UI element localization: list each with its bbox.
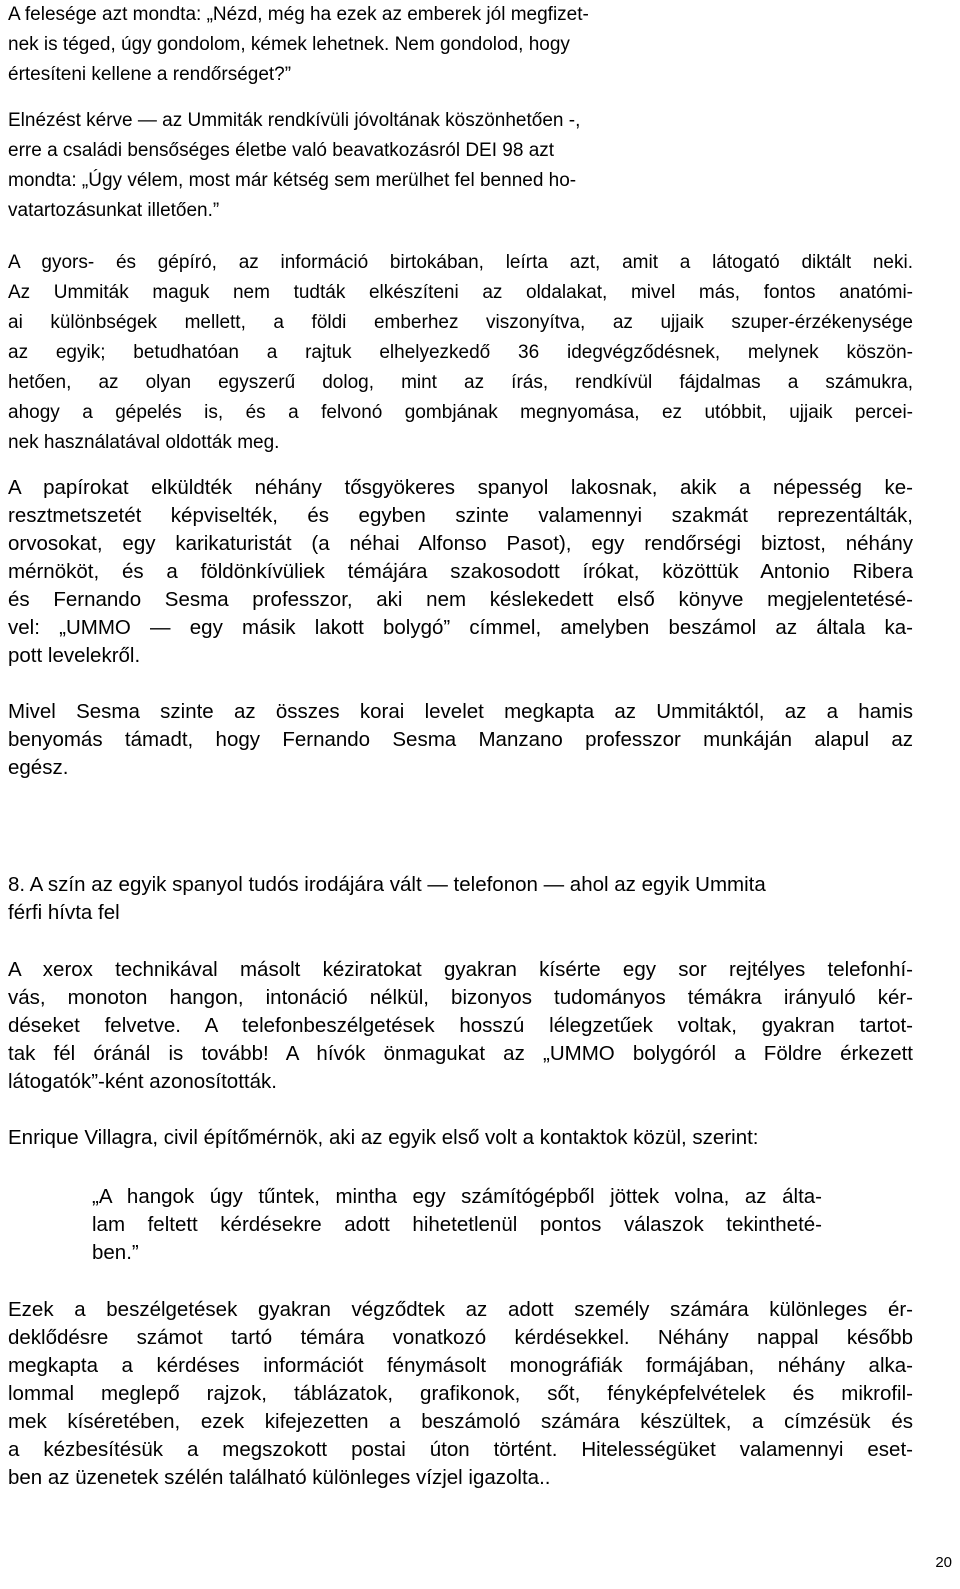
text-line: értesíteni kellene a rendőrséget?”: [8, 64, 292, 85]
text-line: erre a családi bensőséges életbe való beavatkozásról DEI 98 azt: [8, 140, 555, 161]
text-line: nek is téged, úgy gondolom, kémek lehetnek. Nem gondolod, hogy: [8, 34, 570, 55]
text-line: Mivel Sesma szinte az összes korai levelet megkapta az Ummitáktól, az a hamis: [8, 700, 913, 723]
text-line: benyomás támadt, hogy Fernando Sesma Manzano professzor munkáján alapul az: [8, 728, 913, 751]
text-line: ai különbségek mellett, a földi emberhez viszonyítva, az ujjaik szuper-érzékenysége: [8, 312, 913, 333]
text-line: egész.: [8, 756, 69, 779]
paragraph-dei-98: [8, 106, 913, 226]
paragraph-xerox-calls: [8, 956, 913, 1096]
text-line: mérnököt, és a földönkívüliek témájára szakosodott írókat, közöttük Antonio Ribera: [8, 560, 913, 583]
text-line: és Fernando Sesma professzor, aki nem késlekedett első könyve megjelentetésé-: [8, 588, 913, 611]
text-line: déseket felvetve. A telefonbeszélgetések hosszú lélegzetűek voltak, gyakran tartot-: [8, 1014, 913, 1037]
text-line: „A hangok úgy tűntek, mintha egy számítógépből jöttek volna, az álta-: [92, 1185, 822, 1208]
text-line: vel: „UMMO — egy másik lakott bolygó” címmel, amelyben beszámol az általa ka-: [8, 616, 913, 639]
text-line: hetően, az olyan egyszerű dolog, mint az írás, rendkívül fájdalmas a számukra,: [8, 372, 913, 393]
text-line: nek használatával oldották meg.: [8, 432, 280, 453]
text-line: A felesége azt mondta: „Nézd, még ha ezek az emberek jól megfizet-: [8, 4, 589, 25]
text-line: a kézbesítésük a megszokott postai úton történt. Hitelességüket valamennyi eset-: [8, 1438, 913, 1461]
text-line: az egyik; betudhatóan a rajtuk elhelyezkedő 36 idegvégződésnek, melynek köszön-: [8, 342, 913, 363]
paragraph-typist: [8, 248, 913, 458]
text-line: tak fél óránál is tovább! A hívók önmagukat az „UMMO bolygóról a Földre érkezett: [8, 1042, 913, 1065]
text-line: lam feltett kérdésekre adott hihetetlenül pontos válaszok tekintheté-: [92, 1213, 822, 1236]
text-line: mek kíséretében, ezek kifejezetten a beszámoló számára készültek, a címzésük és: [8, 1410, 913, 1433]
text-line: látogatók”-ként azonosították.: [8, 1070, 277, 1093]
text-line: lommal meglepő rajzok, táblázatok, grafikonok, sőt, fényképfelvételek és mikrofil-: [8, 1382, 913, 1405]
text-line: A gyors- és gépíró, az információ birtokában, leírta azt, amit a látogató diktált neki.: [8, 252, 913, 273]
blockquote-villagra: [92, 1183, 822, 1267]
text-line: megkapta a kérdéses információt fénymásolt monográfiák formájában, néhány alka-: [8, 1354, 913, 1377]
text-line: orvosokat, egy karikaturistát (a néhai Alfonso Pasot), egy rendőrségi biztost, néhány: [8, 532, 913, 555]
text-line: Az Ummiták maguk nem tudták elkészíteni az oldalakat, mivel más, fontos anatómi-: [8, 282, 913, 303]
page-number: 20: [935, 1554, 952, 1571]
text-line: 8. A szín az egyik spanyol tudós irodájára vált — telefonon — ahol az egyik Ummita: [8, 873, 766, 896]
paragraph-wife-quote: [8, 0, 913, 90]
text-line: A papírokat elküldték néhány tősgyökeres spanyol lakosnak, akik a népesség ke-: [8, 476, 913, 499]
text-line: Enrique Villagra, civil építőmérnök, aki az egyik első volt a kontaktok közül, szerint:: [8, 1126, 759, 1149]
text-line: Ezek a beszélgetések gyakran végződtek az adott személy számára különleges ér-: [8, 1298, 913, 1321]
text-line: ben az üzenetek szélén található különleges vízjel igazolta..: [8, 1466, 551, 1489]
text-line: mondta: „Úgy vélem, most már kétség sem merülhet fel benned ho-: [8, 170, 577, 191]
text-line: resztmetszetét képviselték, és egyben szinte valamennyi szakmát reprezentálták,: [8, 504, 913, 527]
paragraph-sesma: [8, 698, 913, 782]
paragraph-conversations: [8, 1296, 913, 1492]
text-line: pott levelekről.: [8, 644, 141, 667]
text-line: deklődésre számot tartó témára vonatkozó kérdésekkel. Néhány nappal később: [8, 1326, 913, 1349]
text-line: férfi hívta fel: [8, 901, 120, 924]
text-line: Elnézést kérve — az Ummiták rendkívüli jóvoltának köszönhetően -,: [8, 110, 581, 131]
text-line: ahogy a gépelés is, és a felvonó gombjának megnyomása, ez utóbbit, ujjaik percei-: [8, 402, 913, 423]
text-line: ben.”: [92, 1241, 139, 1264]
text-line: vás, monoton hangon, intonáció nélkül, bizonyos tudományos témákra irányuló kér-: [8, 986, 913, 1009]
text-line: A xerox technikával másolt kéziratokat gyakran kísérte egy sor rejtélyes telefonhí-: [8, 958, 913, 981]
section-heading-8: [8, 871, 913, 927]
paragraph-villagra-intro: [8, 1124, 913, 1152]
paragraph-papers-sent: [8, 474, 913, 670]
text-line: vatartozásunkat illetően.”: [8, 200, 220, 221]
